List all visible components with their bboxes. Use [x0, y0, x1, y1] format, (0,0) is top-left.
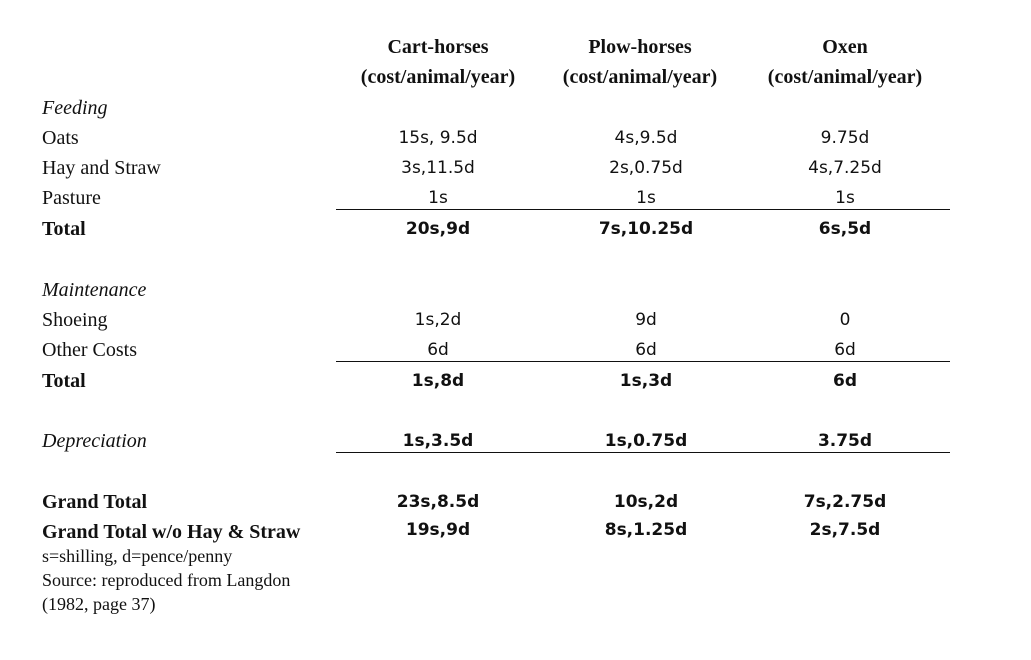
table-cell: 1s,3.5d	[402, 431, 474, 451]
table-cell: 1s	[636, 188, 656, 208]
table-cell: 6d	[635, 340, 657, 360]
column-unit: (cost/animal/year)	[767, 66, 923, 88]
row-label: Shoeing	[42, 309, 108, 331]
table-cell: 7s,10.25d	[598, 219, 694, 239]
divider-line	[336, 361, 950, 362]
table-cell: 2s,7.5d	[809, 520, 881, 540]
row-label: Other Costs	[42, 339, 137, 361]
row-label: Hay and Straw	[42, 157, 161, 179]
table-cell: 1s,2d	[414, 310, 462, 330]
table-cell: 8s,1.25d	[604, 520, 688, 540]
divider-line	[336, 209, 950, 210]
table-cell: 6d	[427, 340, 449, 360]
column-header-plow-horses	[540, 32, 740, 92]
section-heading-maintenance: Maintenance	[42, 279, 147, 301]
section-heading-feeding: Feeding	[42, 97, 108, 119]
table-cell: 9d	[635, 310, 657, 330]
column-name: Oxen	[822, 36, 868, 58]
table-cell: 20s,9d	[405, 219, 471, 239]
column-name: Plow-horses	[588, 36, 692, 58]
table-cell: 1s,8d	[411, 371, 465, 391]
column-header-oxen	[745, 32, 945, 92]
table-cell: 6d	[834, 340, 856, 360]
row-label: Grand Total	[42, 491, 148, 513]
column-unit: (cost/animal/year)	[360, 66, 516, 88]
table-cell: 4s,9.5d	[614, 128, 678, 148]
table-cell: 15s, 9.5d	[398, 128, 478, 148]
table-cell: 1s	[428, 188, 448, 208]
row-label: Pasture	[42, 187, 101, 209]
row-label: Oats	[42, 127, 79, 149]
table-cell: 6d	[833, 371, 857, 391]
row-label: Total	[42, 370, 86, 392]
legend-note: s=shilling, d=pence/penny	[42, 546, 233, 566]
table-cell: 10s,2d	[613, 492, 679, 512]
table-cell: 2s,0.75d	[609, 158, 683, 178]
table-cell: 4s,7.25d	[808, 158, 882, 178]
row-label: Total	[42, 218, 86, 240]
table-cell: 19s,9d	[405, 520, 471, 540]
source-note: Source: reproduced from Langdon	[42, 570, 291, 590]
table-cell: 9.75d	[820, 128, 870, 148]
row-label: Depreciation	[42, 430, 147, 452]
table-cell: 3s,11.5d	[401, 158, 475, 178]
table-cell: 3.75d	[817, 431, 873, 451]
table-cell: 7s,2.75d	[803, 492, 887, 512]
column-unit: (cost/animal/year)	[562, 66, 718, 88]
divider-line	[336, 452, 950, 453]
row-label: Grand Total w/o Hay & Straw	[42, 521, 301, 543]
column-header-cart-horses	[338, 32, 538, 92]
table-cell: 0	[839, 310, 851, 330]
table-cell: 1s	[835, 188, 855, 208]
source-note-citation: (1982, page 37)	[42, 594, 156, 614]
table-cell: 1s,0.75d	[604, 431, 688, 451]
table-cell: 1s,3d	[619, 371, 673, 391]
table-cell: 23s,8.5d	[396, 492, 480, 512]
table-cell: 6s,5d	[818, 219, 872, 239]
column-name: Cart-horses	[387, 36, 489, 58]
